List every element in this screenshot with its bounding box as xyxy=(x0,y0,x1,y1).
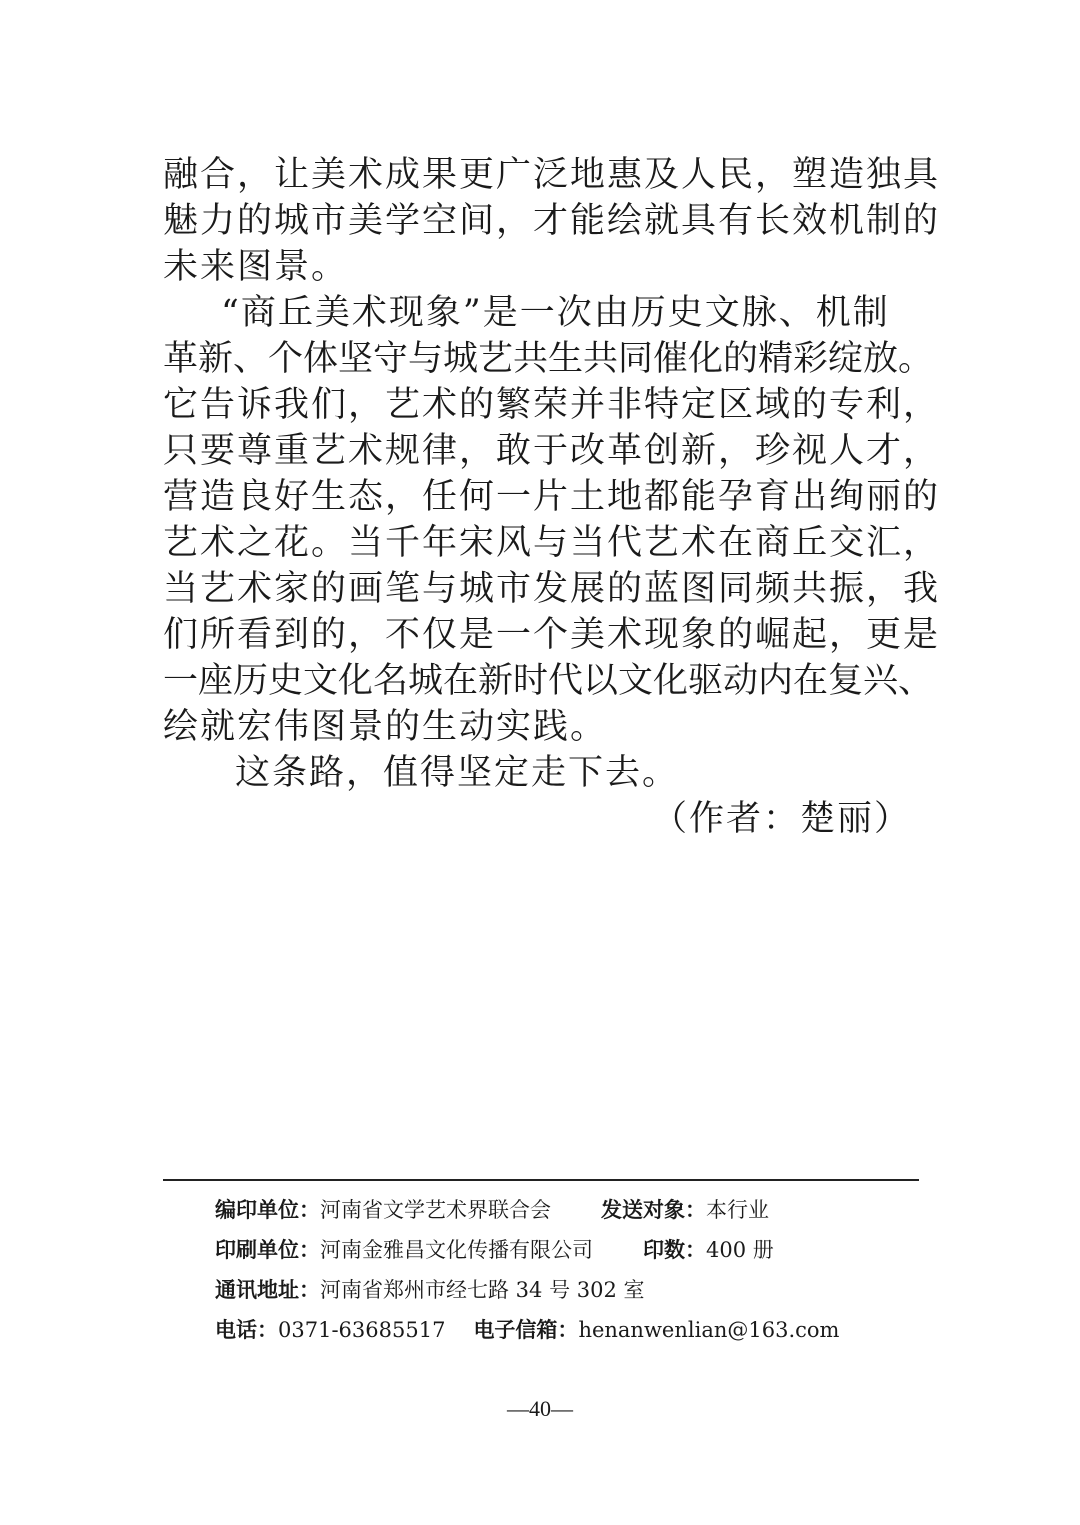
phone-value: 0371-63685517 xyxy=(278,1318,446,1342)
body-line: 未来图景。 xyxy=(163,247,349,287)
colophon-row-printer xyxy=(215,1230,915,1270)
body-line: 只要尊重艺术规律，敢于改革创新，珍视人才， xyxy=(163,431,941,471)
compiler-value: 河南省文学艺术界联合会 xyxy=(320,1198,551,1222)
paragraph-start-line: “商丘美术现象”是一次由历史文脉、机制 xyxy=(221,293,890,333)
body-line: 一座历史文化名城在新时代以文化驱动内在复兴、 xyxy=(163,661,934,701)
colophon-row-address xyxy=(215,1270,915,1310)
recipient-value: 本行业 xyxy=(706,1198,769,1222)
paragraph-start-line: 这条路，值得坚定走下去。 xyxy=(235,753,680,793)
colophon-divider xyxy=(163,1179,919,1181)
body-line: 艺术之花。当千年宋风与当代艺术在商丘交汇， xyxy=(163,523,941,563)
body-line: 融合，让美术成果更广泛地惠及人民，塑造独具 xyxy=(163,155,941,195)
phone-label: 电话： xyxy=(215,1318,278,1342)
body-line: 当艺术家的画笔与城市发展的蓝图同频共振，我 xyxy=(163,569,941,609)
address-value: 河南省郑州市经七路 34 号 302 室 xyxy=(320,1278,645,1302)
body-line: 绘就宏伟图景的生动实践。 xyxy=(163,707,608,747)
address-label: 通讯地址： xyxy=(215,1278,320,1302)
body-line: 革新、个体坚守与城艺共生共同催化的精彩绽放。 xyxy=(163,339,934,379)
copies-value: 400 册 xyxy=(706,1238,774,1262)
page-number: —40— xyxy=(507,1396,573,1421)
printer-value: 河南金雅昌文化传播有限公司 xyxy=(320,1238,593,1262)
colophon-row-contact xyxy=(215,1310,915,1350)
body-line: 们所看到的，不仅是一个美术现象的崛起，更是 xyxy=(163,615,941,655)
article-body xyxy=(163,152,941,842)
body-line: 魅力的城市美学空间，才能绘就具有长效机制的 xyxy=(163,201,941,241)
author-byline: （作者：楚丽） xyxy=(651,799,911,839)
email-value: henanwenlian@163.com xyxy=(578,1318,840,1342)
email-label: 电子信箱： xyxy=(473,1318,579,1342)
colophon-row-compiler xyxy=(215,1190,915,1230)
printer-label: 印刷单位： xyxy=(215,1238,320,1262)
body-line: 它告诉我们，艺术的繁荣并非特定区域的专利， xyxy=(163,385,941,425)
recipient-label: 发送对象： xyxy=(601,1198,706,1222)
body-line: 营造良好生态，任何一片土地都能孕育出绚丽的 xyxy=(163,477,941,517)
compiler-label: 编印单位： xyxy=(215,1198,320,1222)
copies-label: 印数： xyxy=(643,1238,706,1262)
colophon xyxy=(215,1190,915,1350)
